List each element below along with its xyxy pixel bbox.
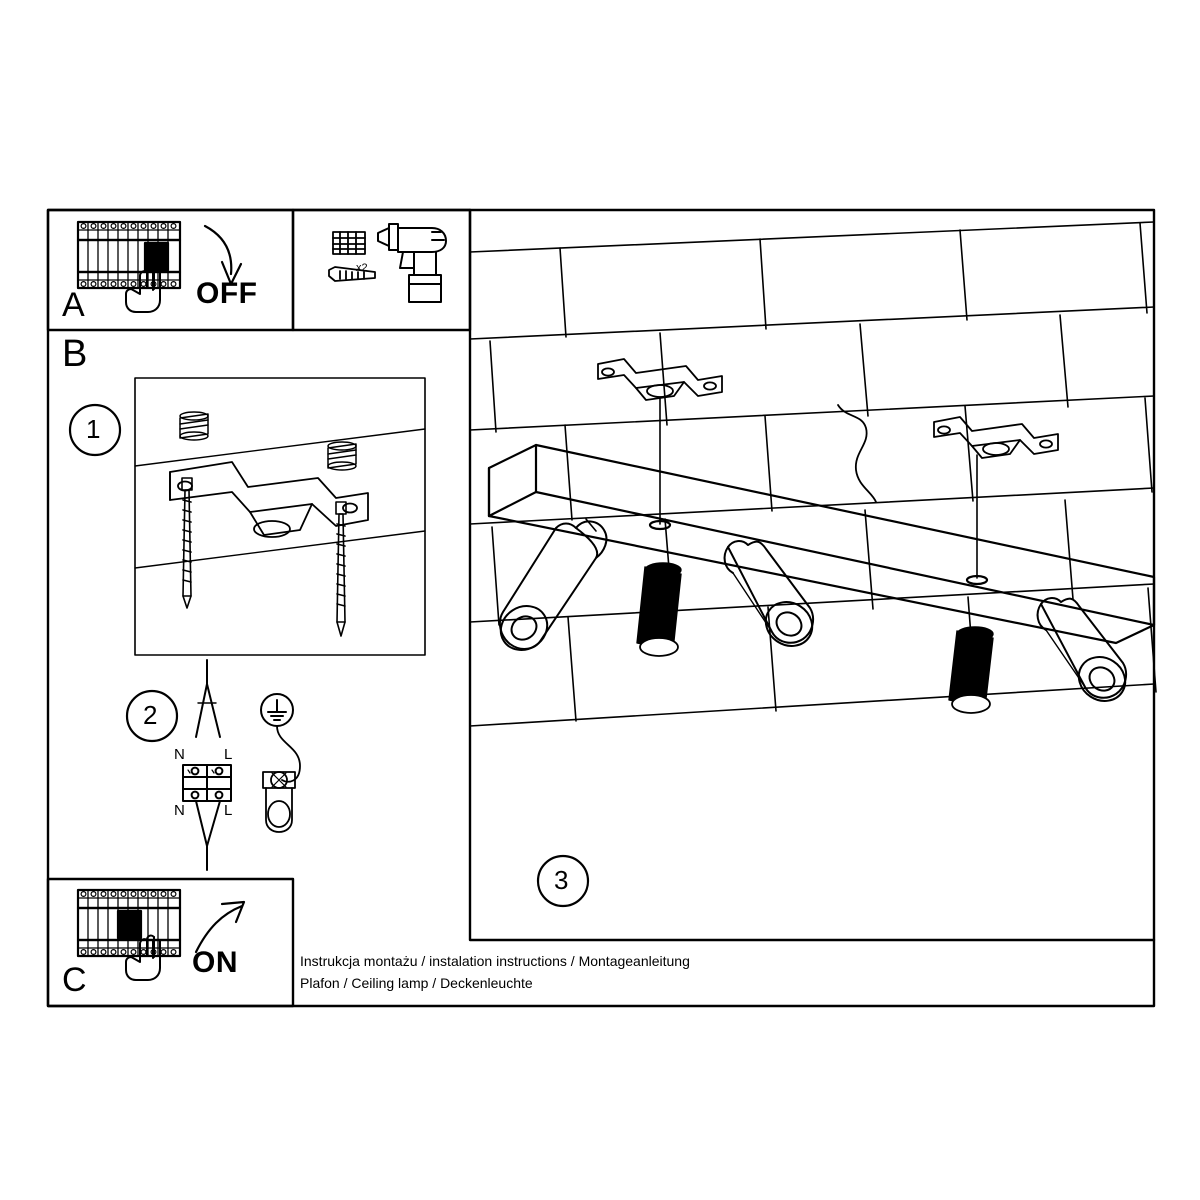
- connector-terminal-icon: [263, 726, 300, 832]
- circuit-breaker-icon-c: [78, 890, 180, 956]
- wire-label-l-bottom: L: [224, 802, 233, 819]
- caption-line-1: Instrukcja montażu / instalation instructions / Montageanleitung: [300, 953, 690, 969]
- caption-line-2: Plafon / Ceiling lamp / Deckenleuchte: [300, 975, 533, 991]
- earth-ground-symbol-icon: [261, 694, 293, 726]
- step1-ceiling-lines: [135, 378, 425, 655]
- hand-pointing-icon-c: [126, 936, 160, 980]
- wire-label-n-bottom: N: [174, 802, 185, 819]
- wall-plug-installed-right: [328, 442, 356, 470]
- power-cable: [838, 405, 876, 502]
- screw-right-icon: [336, 502, 346, 636]
- lamp-bar-body: [489, 445, 1154, 643]
- step-number-1-label: 1: [86, 414, 101, 444]
- panel-a-letter: A: [62, 286, 85, 324]
- tools-quantity-label: x2: [356, 262, 368, 274]
- panel-c-action-label: ON: [192, 946, 238, 979]
- circuit-breaker-icon-a: [78, 222, 180, 288]
- arrow-up-curved-icon-c: [196, 902, 244, 952]
- screw-icon: [329, 267, 375, 281]
- step1-illustration-box: [135, 378, 425, 655]
- spotlight-3: [1038, 598, 1134, 710]
- ceiling-tiles: [470, 222, 1156, 726]
- cordless-drill-icon: [378, 224, 446, 302]
- panel-b-letter: B: [62, 333, 88, 375]
- spotlight-1: [492, 519, 606, 659]
- spotlight-2: [725, 541, 821, 655]
- hand-pointing-icon-a: [126, 268, 160, 312]
- ceiling-bracket-left: [598, 359, 722, 400]
- panel-tools-box: [293, 210, 470, 330]
- step-number-2-label: 2: [143, 700, 158, 730]
- wire-label-n-top: N: [174, 746, 185, 763]
- wall-plug-icon: [333, 232, 365, 254]
- spot-joint-2: [949, 627, 993, 713]
- panel-a-action-label: OFF: [196, 277, 258, 310]
- ceiling-bracket-right: [934, 417, 1058, 458]
- wall-plug-installed-left: [180, 412, 208, 440]
- panel-c-letter: C: [62, 961, 87, 999]
- arrow-down-curved-icon-a: [205, 226, 241, 284]
- step-number-3-label: 3: [554, 865, 569, 895]
- spot-joint-1: [637, 563, 681, 656]
- main-panel-divider: [470, 210, 1154, 940]
- wire-label-l-top: L: [224, 746, 233, 763]
- terminal-block-wiring-icon: [183, 660, 231, 870]
